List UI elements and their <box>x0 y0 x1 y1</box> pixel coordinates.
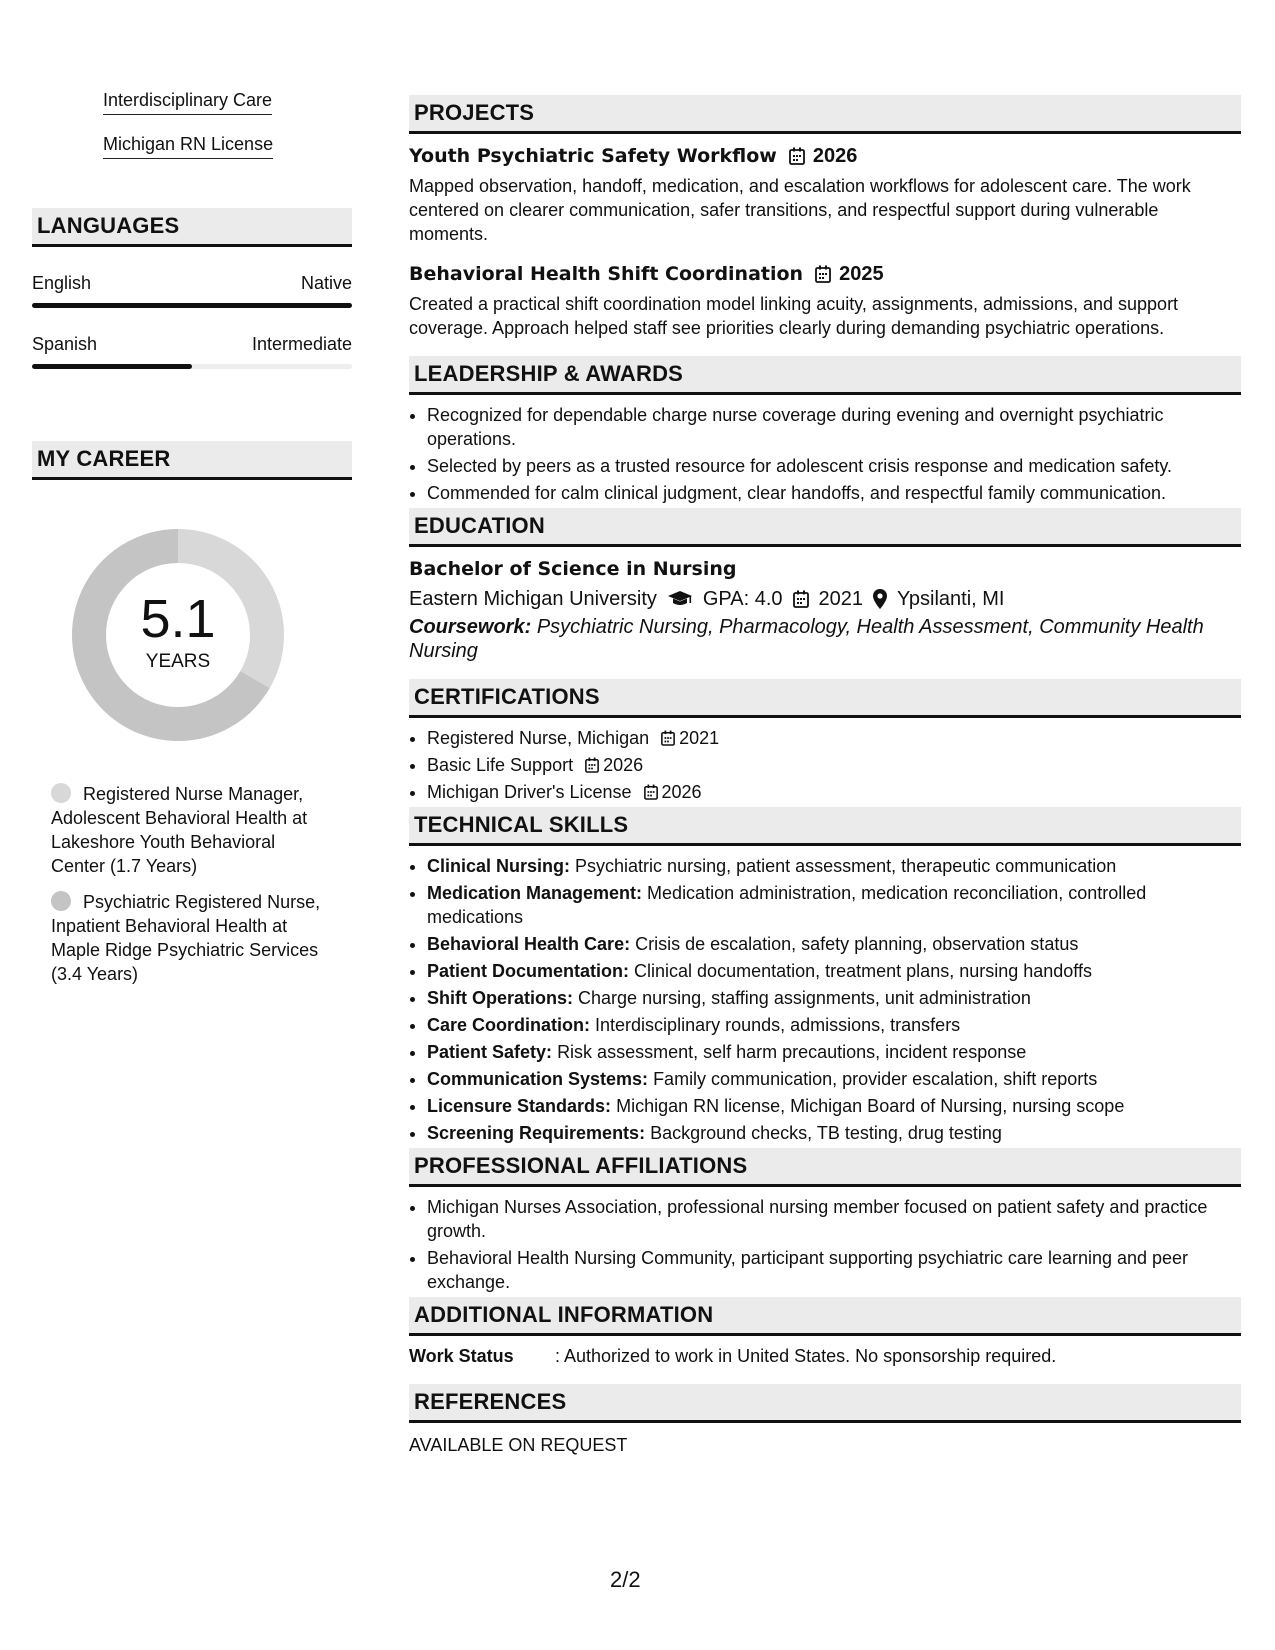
cert-name: • Basic Life Support <box>427 755 574 775</box>
school-location: Ypsilanti, MI <box>897 588 1005 610</box>
language-entry <box>32 271 352 308</box>
list-item <box>427 1013 1241 1037</box>
leadership-list <box>409 403 1241 505</box>
project-year: 2026 <box>812 145 858 167</box>
project-entry <box>409 262 1241 340</box>
skill-label: Patient Safety: <box>427 1042 553 1062</box>
list-item: • Recognized for dependable charge nurse coverage during evening and overnight psychiatric operations. <box>427 403 1241 451</box>
coursework-label: Coursework: <box>409 616 532 638</box>
gpa: GPA: 4.0 <box>702 588 783 610</box>
cert-year: 2026 <box>661 782 702 802</box>
projects-heading: PROJECTS <box>409 95 1241 134</box>
skill-text: Psychiatric nursing, patient assessment, therapeutic communication <box>575 856 1117 876</box>
graduation-cap-icon <box>667 590 693 608</box>
skill-text: Crisis de escalation, safety planning, observation status <box>635 934 1079 954</box>
career-donut-chart <box>65 522 291 748</box>
calendar-icon <box>793 590 809 608</box>
skill-label: Behavioral Health Care: <box>427 934 631 954</box>
skill-tags <box>103 88 352 176</box>
skill-text: Charge nursing, staffing assignments, unit administration <box>578 988 1031 1008</box>
career-item <box>51 890 331 986</box>
degree-name: Bachelor of Science in Nursing <box>409 558 737 580</box>
skill-label: Licensure Standards: <box>427 1096 612 1116</box>
list-item <box>427 1067 1241 1091</box>
graduation-year: 2021 <box>818 588 864 610</box>
languages-heading: LANGUAGES <box>32 208 352 247</box>
list-item: • Commended for calm clinical judgment, clear handoffs, and respectful family communication. <box>427 481 1241 505</box>
language-name: English <box>32 273 92 293</box>
list-item <box>427 780 1241 804</box>
leadership-heading: LEADERSHIP & AWARDS <box>409 356 1241 395</box>
calendar-icon <box>661 730 675 746</box>
certifications-list <box>409 726 1241 804</box>
skill-text: Michigan RN license, Michigan Board of Nursing, nursing scope <box>616 1096 1125 1116</box>
references-heading: REFERENCES <box>409 1384 1241 1423</box>
right-column <box>409 95 1241 1457</box>
cert-year: 2026 <box>603 755 644 775</box>
skill-text: Family communication, provider escalation, shift reports <box>653 1069 1098 1089</box>
language-bar-fill <box>32 364 192 369</box>
list-item <box>427 726 1241 750</box>
language-bar <box>32 303 352 308</box>
skill-text: Medication administration, medication reconciliation, controlled medications <box>427 883 1147 927</box>
skills-heading: TECHNICAL SKILLS <box>409 807 1241 846</box>
project-description: Created a practical shift coordination model linking acuity, assignments, admissions, and support coverage. Approach helped staff see priorities clearly during demanding psychiatric operations. <box>409 294 1179 338</box>
skill-label: Clinical Nursing: <box>427 856 571 876</box>
project-description: Mapped observation, handoff, medication, and escalation workflows for adolescent care. The work centered on clearer communication, safer transitions, and respectful support during vulnerable moments. <box>409 176 1191 244</box>
project-year: 2025 <box>839 263 884 285</box>
skill-label: Patient Documentation: <box>427 961 630 981</box>
list-item <box>427 1094 1241 1118</box>
coursework <box>409 615 1241 663</box>
school-name: Eastern Michigan University <box>409 588 657 610</box>
list-item: • Selected by peers as a trusted resource for adolescent crisis response and medication safety. <box>427 454 1241 478</box>
project-name: Youth Psychiatric Safety Workflow <box>409 145 777 167</box>
career-donut-svg <box>65 522 291 748</box>
list-item <box>427 932 1241 956</box>
career-heading: MY CAREER <box>32 441 352 480</box>
left-column <box>32 88 352 998</box>
skill-tag: Interdisciplinary Care <box>103 88 272 115</box>
skill-text: Interdisciplinary rounds, admissions, transfers <box>595 1015 961 1035</box>
affiliations-list <box>409 1195 1241 1294</box>
skills-list <box>409 854 1241 1145</box>
list-item <box>427 986 1241 1010</box>
list-item: • Michigan Nurses Association, professional nursing member focused on patient safety and practice growth. <box>427 1195 1241 1243</box>
affiliations-heading: PROFESSIONAL AFFILIATIONS <box>409 1148 1241 1187</box>
language-bar <box>32 364 352 369</box>
cert-year: 2021 <box>679 728 720 748</box>
career-item-text: Registered Nurse Manager, Adolescent Behavioral Health at Lakeshore Youth Behavioral Center (1.7 Years) <box>51 784 308 876</box>
list-item <box>427 854 1241 878</box>
skill-tag: Michigan RN License <box>103 132 273 159</box>
list-item <box>427 753 1241 777</box>
language-bar-fill <box>32 303 352 308</box>
career-dot-icon <box>51 783 71 803</box>
language-entry <box>32 332 352 369</box>
list-item <box>427 959 1241 983</box>
language-level: Intermediate <box>251 334 352 354</box>
career-item <box>51 782 331 878</box>
references-text: AVAILABLE ON REQUEST <box>409 1435 628 1455</box>
project-name: Behavioral Health Shift Coordination <box>409 263 804 285</box>
additional-info-heading: ADDITIONAL INFORMATION <box>409 1297 1241 1336</box>
certifications-heading: CERTIFICATIONS <box>409 679 1241 718</box>
calendar-icon <box>789 147 805 165</box>
project-entry <box>409 144 1241 246</box>
skill-label: Communication Systems: <box>427 1069 649 1089</box>
career-dot-icon <box>51 891 71 911</box>
career-total-years: 5.1 <box>140 589 216 649</box>
cert-name: • Michigan Driver's License <box>427 782 632 802</box>
education-entry <box>409 557 1241 663</box>
calendar-icon <box>644 784 658 800</box>
calendar-icon <box>815 265 831 283</box>
skill-label: Shift Operations: <box>427 988 574 1008</box>
work-status-value: : Authorized to work in United States. No sponsorship required. <box>555 1346 1057 1366</box>
skill-text: Background checks, TB testing, drug testing <box>650 1123 1002 1143</box>
work-status-row <box>409 1344 1241 1368</box>
calendar-icon <box>585 757 599 773</box>
coursework-text: Psychiatric Nursing, Pharmacology, Health Assessment, Community Health Nursing <box>409 616 1204 662</box>
map-pin-icon <box>873 589 887 609</box>
list-item: • Behavioral Health Nursing Community, participant supporting psychiatric care learning and peer exchange. <box>427 1246 1241 1294</box>
skill-text: Clinical documentation, treatment plans, nursing handoffs <box>634 961 1092 981</box>
work-status-label: Work Status <box>409 1346 514 1366</box>
list-item <box>427 1040 1241 1064</box>
list-item <box>427 1121 1241 1145</box>
language-level: Native <box>300 273 352 293</box>
career-item-text: Psychiatric Registered Nurse, Inpatient Behavioral Health at Maple Ridge Psychiatric Services (3.4 Years) <box>51 892 321 984</box>
page-number: 2/2 <box>610 1567 641 1592</box>
education-heading: EDUCATION <box>409 508 1241 547</box>
career-unit-label: YEARS <box>145 651 211 672</box>
list-item <box>427 881 1241 929</box>
cert-name: • Registered Nurse, Michigan <box>427 728 650 748</box>
skill-text: Risk assessment, self harm precautions, incident response <box>557 1042 1027 1062</box>
skill-label: Screening Requirements: <box>427 1123 646 1143</box>
career-legend <box>51 782 331 986</box>
skill-label: Care Coordination: <box>427 1015 591 1035</box>
skill-label: Medication Management: <box>427 883 643 903</box>
language-name: Spanish <box>32 334 98 354</box>
